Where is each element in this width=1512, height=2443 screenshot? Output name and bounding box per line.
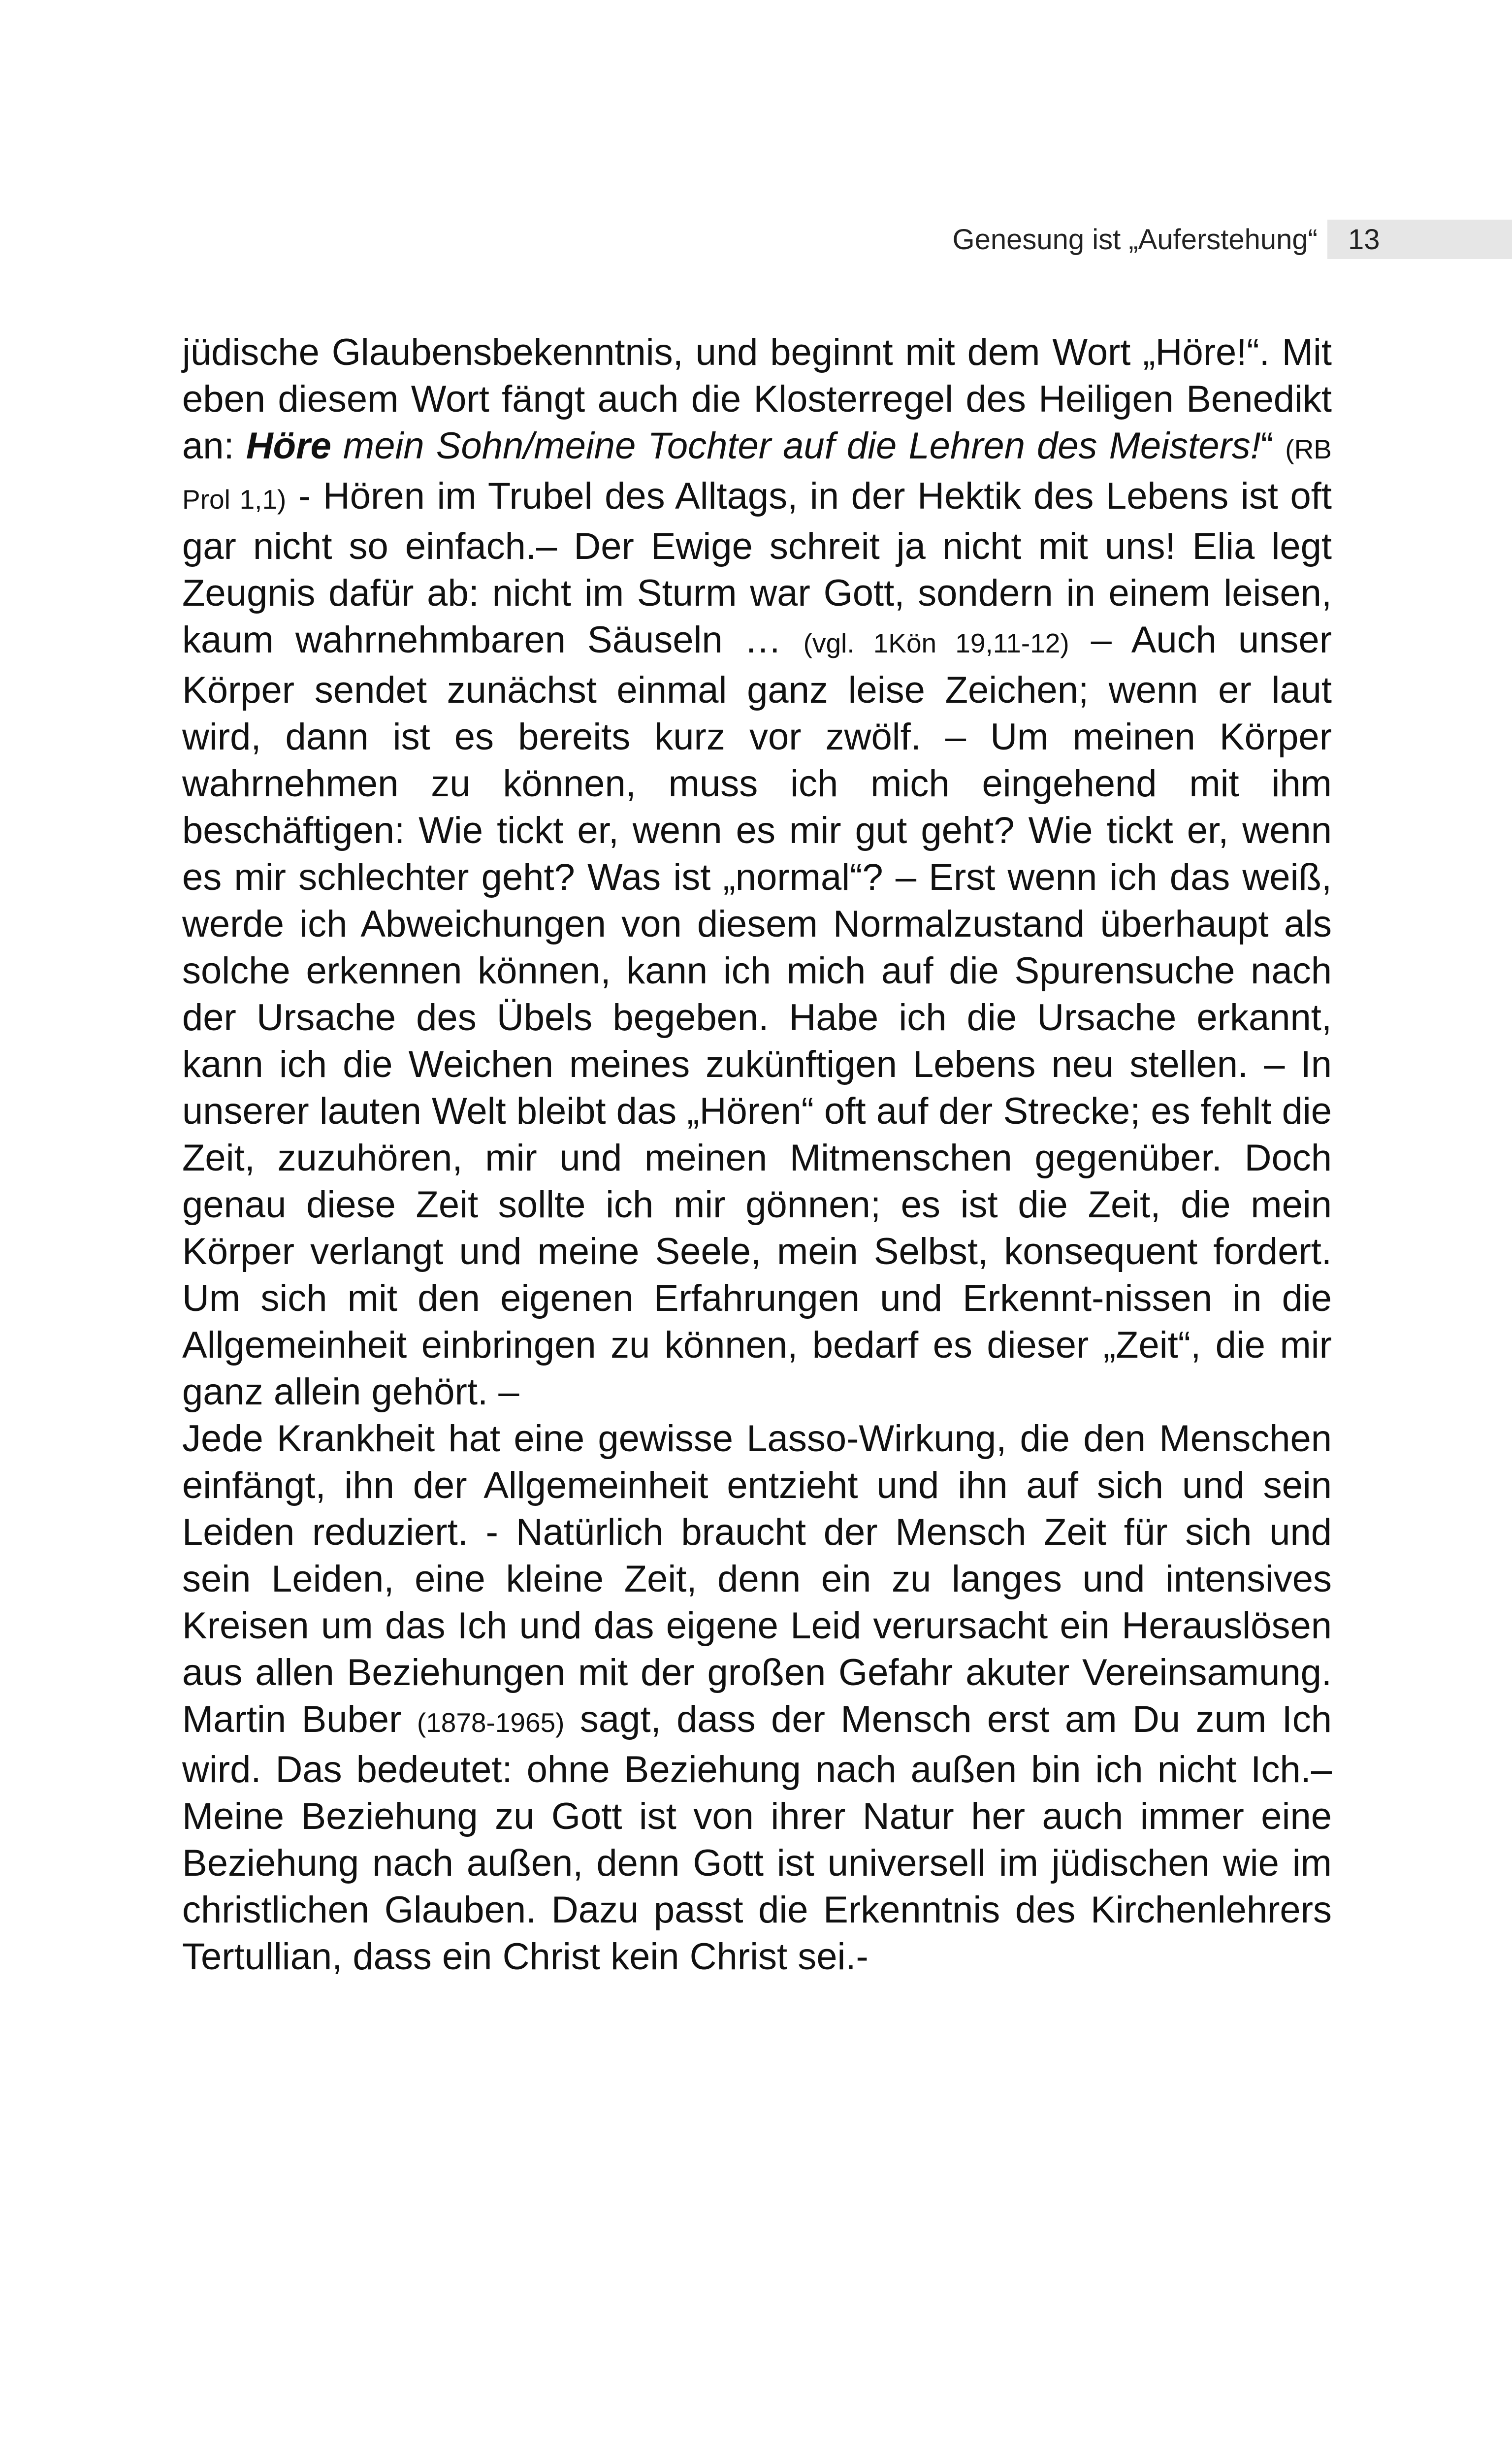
quote-italic: mein Sohn/meine Tochter auf die Lehren des Meisters! bbox=[331, 425, 1261, 467]
paragraph-1-text-c: - Hören im Trubel des Alltags, in der Hektik des Lebens ist oft gar nicht so einfach.– Der Ewige schreit ja nicht mit uns! Elia legt Zeugnis dafür ab: nicht im Sturm war Gott, sondern in einem leisen, kaum wahrnehmbaren Säuseln … bbox=[182, 475, 1332, 661]
buber-dates: (1878-1965) bbox=[417, 1707, 565, 1738]
paragraph-1-text-b: “ bbox=[1260, 425, 1286, 467]
reference-rb: (RB Prol 1,1) bbox=[182, 434, 1332, 515]
paragraph-1-text-a: jüdische Glaubensbekenntnis, und beginnt mit dem Wort „Höre!“. Mit eben diesem Wort fängt auch die Klosterregel des Heiligen Benedikt an: bbox=[182, 331, 1332, 467]
paragraph-1 bbox=[182, 329, 1332, 1415]
paragraph-2 bbox=[182, 1415, 1332, 1980]
quote-bold-word: Höre bbox=[246, 425, 331, 467]
body-text bbox=[182, 329, 1332, 1980]
reference-koen: (vgl. 1Kön 19,11-12) bbox=[803, 628, 1069, 658]
running-header bbox=[0, 220, 1512, 259]
paragraph-2-text-a: Jede Krankheit hat eine gewisse Lasso-Wirkung, die den Menschen einfängt, ihn der Allgemeinheit entzieht und ihn auf sich und sein Leiden reduziert. - Natürlich braucht der Mensch Zeit für sich und sein Leiden, eine kleine Zeit, denn ein zu langes und intensives Kreisen um das Ich und das eigene Leid verursacht ein Herauslösen aus allen Beziehungen mit der großen Gefahr akuter Vereinsamung. Martin Buber bbox=[182, 1418, 1332, 1740]
paragraph-2-text-b: sagt, dass der Mensch erst am Du zum Ich wird. Das bedeutet: ohne Beziehung nach außen bin ich nicht Ich.– Meine Beziehung zu Gott ist von ihrer Natur her auch immer eine Beziehung nach außen, denn Gott ist universell im jüdischen wie im christlichen Glauben. Dazu passt die Erkenntnis des Kirchenlehrers Tertullian, dass ein Christ kein Christ sei.- bbox=[182, 1698, 1332, 1978]
page-number: 13 bbox=[1348, 224, 1380, 256]
running-header-title: Genesung ist „Auferstehung“ bbox=[952, 224, 1318, 256]
paragraph-1-text-d: – Auch unser Körper sendet zunächst einmal ganz leise Zeichen; wenn er laut wird, dann ist es bereits kurz vor zwölf. – Um meinen Körper wahrnehmen zu können, muss ich mich eingehend mit ihm beschäftigen: Wie tickt er, wenn es mir gut geht? Wie tickt er, wenn es mir schlechter geht? Was ist „normal“? – Erst wenn ich das weiß, werde ich Abweichungen von diesem Normalzustand überhaupt als solche erkennen können, kann ich mich auf die Spurensuche nach der Ursache des Übels begeben. Habe ich die Ursache erkannt, kann ich die Weichen meines zukünftigen Lebens neu stellen. – In unserer lauten Welt bleibt das „Hören“ oft auf der Strecke; es fehlt die Zeit, zuzuhören, mir und meinen Mitmenschen gegenüber. Doch genau diese Zeit sollte ich mir gönnen; es ist die Zeit, die mein Körper verlangt und meine Seele, mein Selbst, konsequent fordert. Um sich mit den eigenen Erfahrungen und Erkennt-nissen in die Allgemeinheit einbringen zu können, bedarf es dieser „Zeit“, die mir ganz allein gehört. – bbox=[182, 619, 1332, 1413]
